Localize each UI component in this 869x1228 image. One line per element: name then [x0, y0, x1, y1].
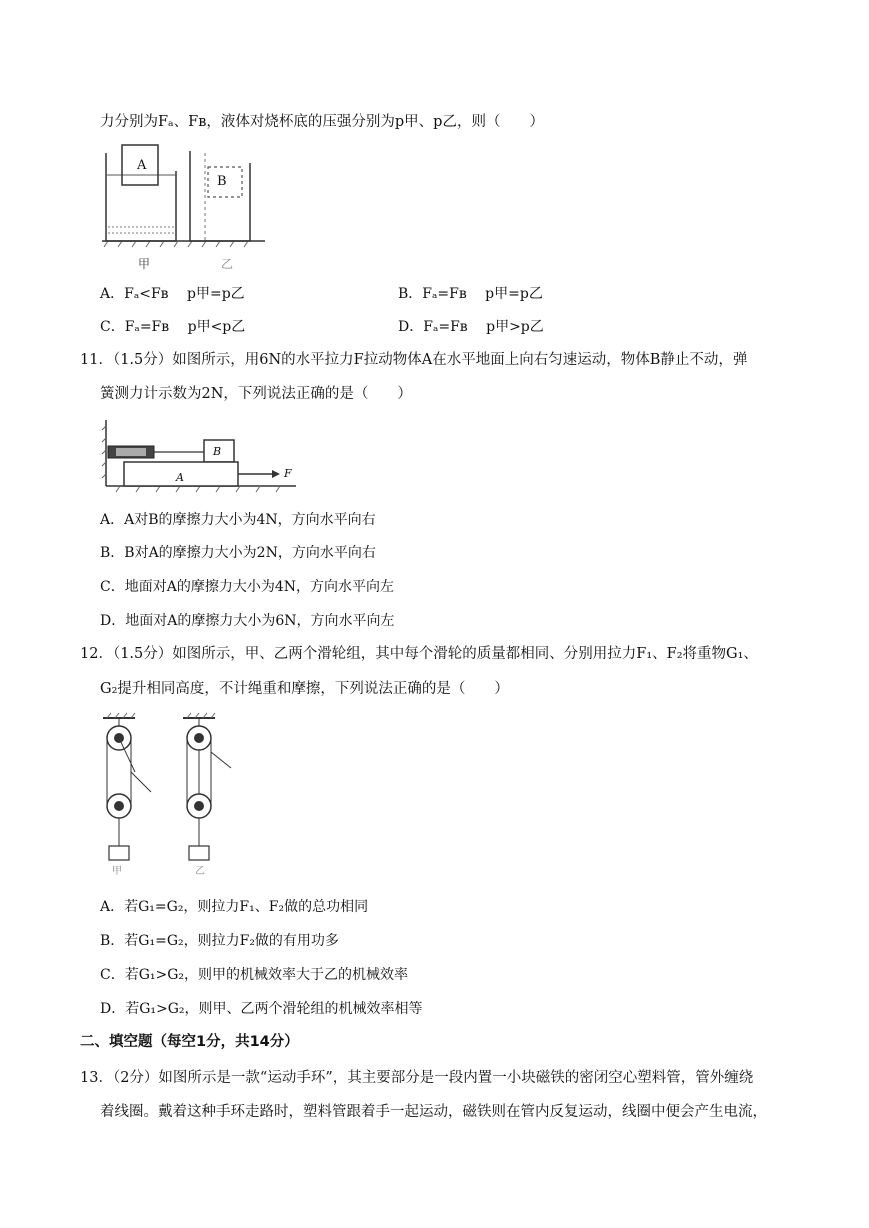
q13-stem-line2: 着线圈。戴着这种手环走路时，塑料管跟着手一起运动，磁铁则在管内反复运动，线圈中便会产生电流，: [100, 1104, 767, 1120]
q10-option-a: A．Fₐ<Fʙ p甲=p乙: [100, 286, 245, 302]
q12-fig-label-left: 甲: [112, 866, 122, 877]
q11-option-d: D．地面对A的摩擦力大小为6N，方向水平向左: [100, 613, 395, 629]
q11-option-a: A．A对B的摩擦力大小为4N，方向水平向右: [100, 512, 376, 528]
q10-fig-label-right: 乙: [221, 257, 234, 271]
q11-fig-label-f: F: [284, 467, 292, 480]
q10-stem: 力分别为Fₐ、Fʙ，液体对烧杯底的压强分别为p甲、p乙，则（ ）: [100, 114, 544, 130]
q12-figure: [95, 712, 265, 872]
q12-option-d: D．若G₁>G₂，则甲、乙两个滑轮组的机械效率相等: [100, 1001, 423, 1017]
q10-fig-label-left: 甲: [138, 257, 151, 271]
q12-stem-line1: 12．（1.5分）如图所示，甲、乙两个滑轮组，其中每个滑轮的质量都相同、分别用拉力F₁、F₂将重物G₁、: [80, 646, 758, 662]
q11-option-b: B．B对A的摩擦力大小为2N，方向水平向右: [100, 545, 376, 561]
q11-stem-line1: 11．（1.5分）如图所示，用6N的水平拉力F拉动物体A在水平地面上向右匀速运动，物体B静止不动，弹: [80, 352, 748, 368]
q10-option-d: D．Fₐ=Fʙ p甲>p乙: [398, 319, 544, 335]
q11-figure: [100, 418, 300, 494]
q10-fig-label-a: A: [137, 158, 147, 173]
q11-fig-label-a: A: [176, 471, 184, 484]
q11-option-c: C．地面对A的摩擦力大小为4N，方向水平向左: [100, 579, 394, 595]
q10-option-b: B．Fₐ=Fʙ p甲=p乙: [398, 286, 543, 302]
q11-stem-line2: 簧测力计示数为2N，下列说法正确的是（ ）: [100, 386, 412, 402]
q10-fig-label-b: B: [217, 174, 227, 189]
q12-fig-label-right: 乙: [195, 866, 205, 877]
q11-fig-label-b: B: [213, 445, 222, 458]
q12-stem-line2: G₂提升相同高度，不计绳重和摩擦，下列说法正确的是（ ）: [100, 681, 509, 697]
q10-figure: [100, 143, 270, 275]
q12-option-c: C．若G₁>G₂，则甲的机械效率大于乙的机械效率: [100, 967, 409, 983]
q12-option-b: B．若G₁=G₂，则拉力F₂做的有用功多: [100, 933, 339, 949]
section-title: 二、填空题（每空1分，共14分）: [80, 1034, 299, 1050]
q13-stem-line1: 13．（2分）如图所示是一款“运动手环”，其主要部分是一段内置一小块磁铁的密闭空心塑料管，管外缠绕: [80, 1070, 754, 1086]
q12-option-a: A．若G₁=G₂，则拉力F₁、F₂做的总功相同: [100, 899, 369, 915]
q10-option-c: C．Fₐ=Fʙ p甲<p乙: [100, 319, 246, 335]
